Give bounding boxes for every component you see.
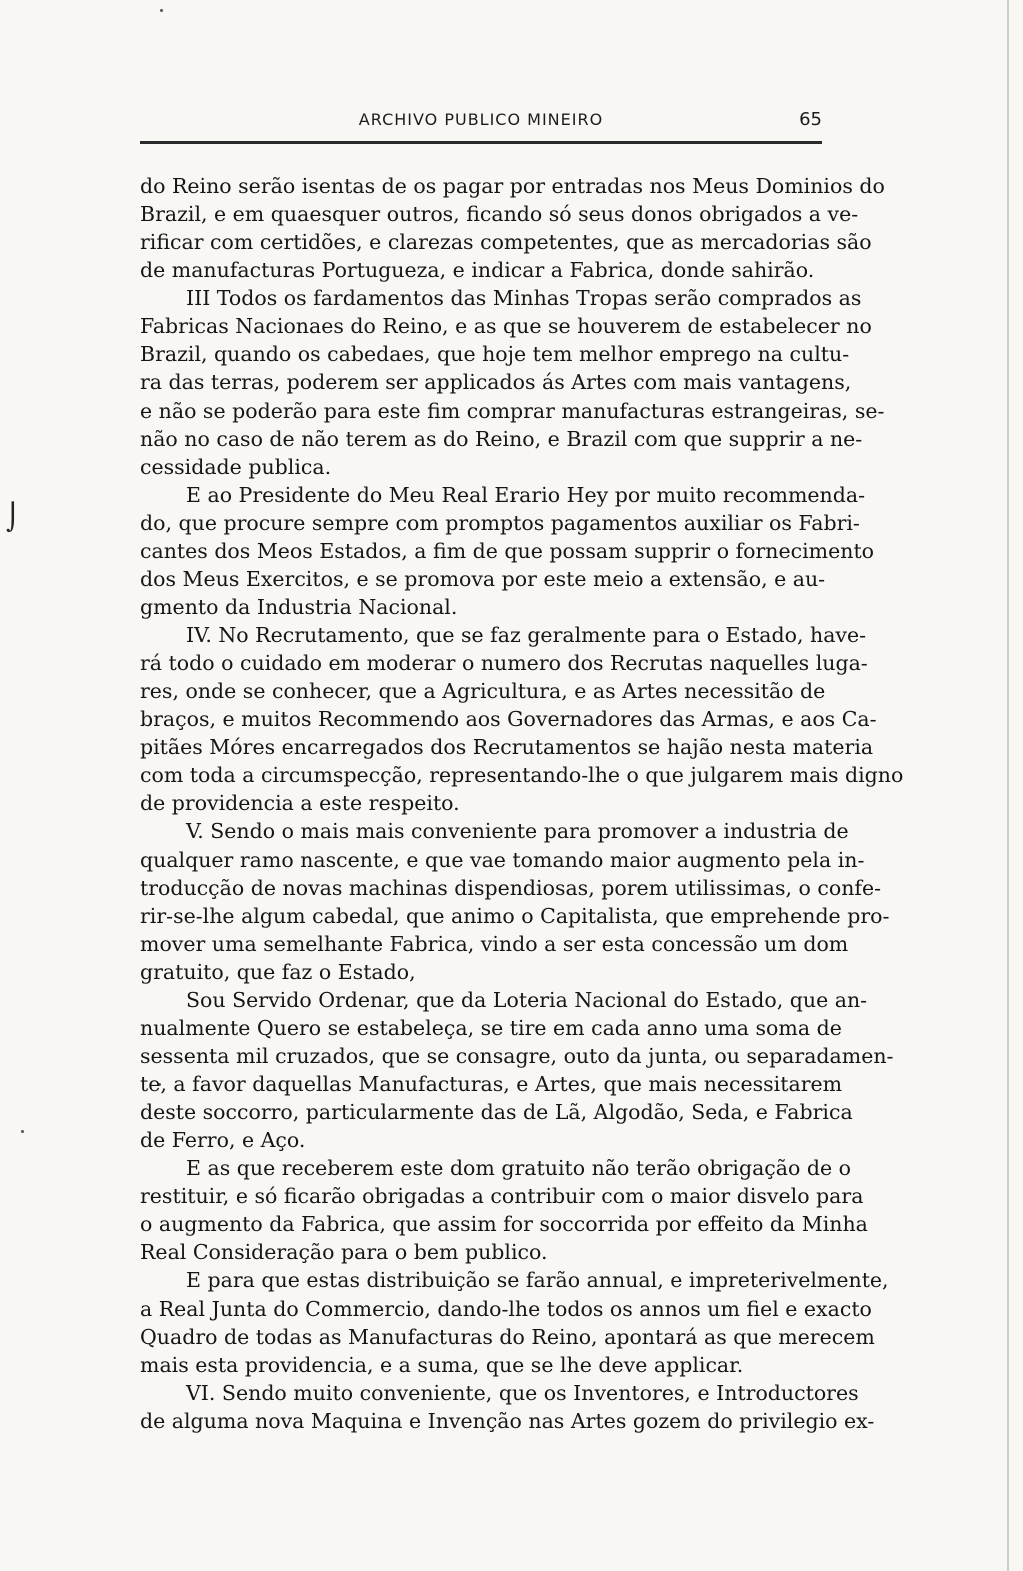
text-line: gmento da Industria Nacional.: [140, 594, 458, 619]
text-line: Fabricas Nacionaes do Reino, e as que se houverem de estabelecer no: [140, 314, 872, 339]
text-line: cessidade publica.: [140, 454, 332, 479]
text-line: ra das terras, poderem ser applicados ás Artes com mais vantagens,: [140, 370, 852, 395]
text-line: nualmente Quero se estabeleça, se tire em cada anno uma soma de: [140, 1015, 842, 1040]
text-line: de Ferro, e Aço.: [140, 1128, 306, 1153]
text-line: E para que estas distribuição se farão annual, e impreterivelmente,: [186, 1268, 889, 1293]
text-line: mais esta providencia, e a suma, que se lhe deve applicar.: [140, 1352, 744, 1377]
text-line: e não se poderão para este fim comprar manufacturas estrangeiras, se-: [140, 398, 885, 423]
text-line: Sou Servido Ordenar, que da Loteria Nacional do Estado, que an-: [186, 987, 868, 1012]
text-line: braços, e muitos Recommendo aos Governadores das Armas, e aos Ca-: [140, 707, 877, 732]
text-line: dos Meus Exercitos, e se promova por este meio a extensão, e au-: [140, 566, 826, 591]
text-line: IV. No Recrutamento, que se faz geralmente para o Estado, have-: [186, 623, 867, 647]
page-number: 65: [799, 109, 822, 130]
text-line: III Todos os fardamentos das Minhas Tropas serão comprados as: [186, 286, 862, 311]
header-rule: [140, 141, 822, 144]
scan-speck: [21, 1130, 24, 1133]
text-line: E ao Presidente do Meu Real Erario Hey por muito recommenda-: [186, 482, 866, 507]
text-line: deste soccorro, particularmente das de Lã, Algodão, Seda, e Fabrica: [140, 1100, 853, 1125]
text-line: restituir, e só ficarão obrigadas a contribuir com o maior disvelo para: [140, 1184, 864, 1209]
body-text: [140, 172, 904, 1564]
text-line: rir-se-lhe algum cabedal, que animo o Capitalista, que emprehende pro-: [140, 903, 890, 928]
text-line: de providencia a este respeito.: [140, 791, 460, 816]
text-line: qualquer ramo nascente, e que vae tomando maior augmento pela in-: [140, 847, 865, 872]
text-line: Brazil, e em quaesquer outros, ficando só seus donos obrigados a ve-: [140, 202, 859, 227]
margin-mark: ⌡: [6, 503, 20, 533]
text-line: cantes dos Meos Estados, a fim de que possam supprir o fornecimento: [140, 538, 875, 563]
text-line: mover uma semelhante Fabrica, vindo a ser esta concessão um dom: [140, 931, 849, 956]
page-header: [140, 103, 822, 139]
text-line: te, a favor daquellas Manufacturas, e Artes, que mais necessitarem: [140, 1072, 843, 1096]
text-line: sessenta mil cruzados, que se consagre, outo da junta, ou separadamen-: [140, 1043, 894, 1068]
text-line: E as que receberem este dom gratuito não terão obrigação de o: [186, 1156, 851, 1181]
text-line: res, onde se conhecer, que a Agricultura, e as Artes necessitão de: [140, 679, 826, 704]
text-line: pitães Móres encarregados dos Recrutamentos se hajão nesta materia: [140, 735, 874, 760]
text-line: Quadro de todas as Manufacturas do Reino, apontará as que merecem: [140, 1324, 875, 1349]
text-line: não no caso de não terem as do Reino, e Brazil com que supprir a ne-: [140, 426, 863, 451]
text-line: a Real Junta do Commercio, dando-lhe todos os annos um fiel e exacto: [140, 1296, 872, 1321]
running-title: ARCHIVO PUBLICO MINEIRO: [358, 110, 604, 129]
text-line: do, que procure sempre com promptos pagamentos auxiliar os Fabri-: [140, 510, 860, 535]
text-line: Real Consideração para o bem publico.: [140, 1240, 548, 1265]
text-line: rá todo o cuidado em moderar o numero dos Recrutas naquelles luga-: [140, 651, 868, 676]
text-line: VI. Sendo muito conveniente, que os Inventores, e Introductores: [186, 1380, 859, 1405]
scan-speck: [160, 9, 163, 12]
text-line: de alguma nova Maquina e Invenção nas Artes gozem do privilegio ex-: [140, 1408, 875, 1433]
text-line: Brazil, quando os cabedaes, que hoje tem melhor emprego na cultu-: [140, 342, 850, 367]
text-line: troducção de novas machinas dispendiosas, porem utilissimas, o confe-: [140, 875, 882, 900]
text-line: do Reino serão isentas de os pagar por entradas nos Meus Dominios do: [140, 174, 885, 198]
text-line: de manufacturas Portugueza, e indicar a Fabrica, donde sahirão.: [140, 258, 815, 283]
scan-edge-line: [1007, 0, 1009, 1571]
text-line: rificar com certidões, e clarezas competentes, que as mercadorias são: [140, 230, 872, 255]
text-line: V. Sendo o mais mais conveniente para promover a industria de: [186, 819, 849, 844]
text-line: gratuito, que faz o Estado,: [140, 959, 416, 984]
text-line: o augmento da Fabrica, que assim for soccorrida por effeito da Minha: [140, 1212, 868, 1237]
text-line: com toda a circumspecção, representando-lhe o que julgarem mais digno: [140, 763, 904, 788]
